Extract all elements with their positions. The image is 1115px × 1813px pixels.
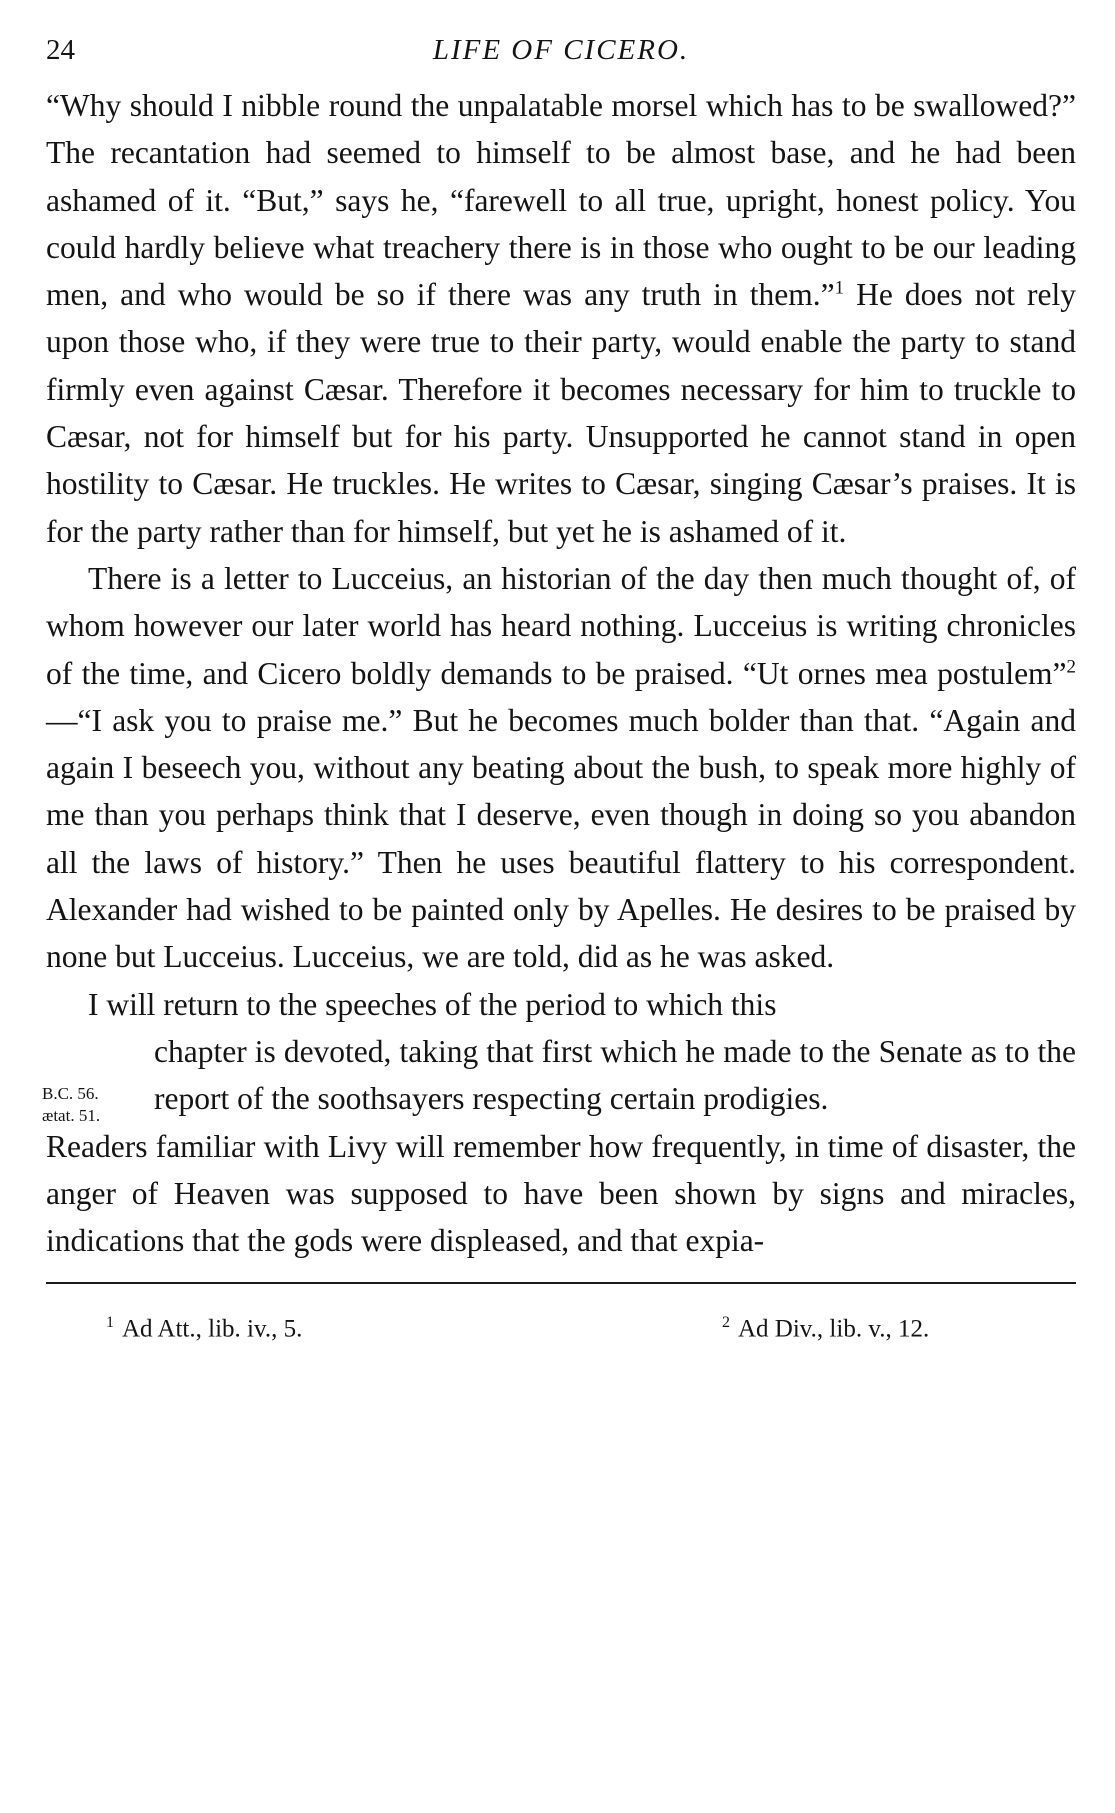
footnote-ref-2: 2: [1066, 656, 1076, 678]
footnote-2: [722, 1314, 929, 1343]
footnote-1: [106, 1314, 302, 1343]
margin-date-note: [42, 1083, 100, 1127]
paragraph-1-text-a: “Why should I nibble round the unpalatable morsel which has to be swallowed?” The recantation had seemed to himself to be almost base, and he had been ashamed of it. “But,” says he, “farewell to all true, upright, honest policy. You could hardly believe what treachery there is in those who ought to be our leading men, and who would be so if there was any truth in them.”: [46, 88, 1076, 313]
margin-date-year: B.C. 56.: [42, 1083, 99, 1103]
paragraph-3: [42, 981, 1076, 1265]
footnote-2-text: Ad Div., lib. v., 12.: [738, 1315, 930, 1343]
book-page: [42, 34, 1076, 1374]
footnote-ref-1: 1: [834, 277, 845, 299]
footnote-2-mark: 2: [722, 1314, 730, 1332]
paragraph-2: [46, 555, 1076, 981]
paragraph-1-text-b: He does not rely upon those who, if they were true to their party, would enable the party to stand firmly even against Cæsar. Therefore it becomes necessary for him to truckle to Cæsar, not for himself but for his party. Unsupported he cannot stand in open hostility to Cæsar. He truckles. He writes to Cæsar, singing Cæsar’s praises. It is for the party rather than for himself, but yet he is ashamed of it.: [46, 277, 1076, 549]
page-number: 24: [46, 34, 75, 66]
margin-date-age: ætat. 51.: [42, 1105, 101, 1125]
paragraph-2-text-b: —“I ask you to praise me.” But he becomes much bolder than that. “Again and again I beseech you, without any beating about the bush, to speak more highly of me than you perhaps think that I deserve, even though in doing so you abandon all the laws of history.” Then he uses beautiful flattery to his correspondent. Alexander had wished to be painted only by Apelles. He desires to be praised by none but Lucceius. Lucceius, we are told, did as he was asked.: [46, 702, 1076, 975]
footnote-1-text: Ad Att., lib. iv., 5.: [122, 1315, 303, 1343]
page-header: [46, 34, 1076, 82]
footnote-1-mark: 1: [106, 1314, 114, 1332]
footnote-divider: [46, 1282, 1076, 1284]
running-title: LIFE OF CICERO.: [432, 34, 690, 66]
paragraph-2-text-a: There is a letter to Lucceius, an historian of the day then much thought of, of whom however our later world has heard nothing. Lucceius is writing chronicles of the time, and Cicero boldly demands to be praised. “Ut ornes mea postulem”: [46, 560, 1076, 691]
footnotes: [46, 1314, 1076, 1374]
paragraph-3-first-line: I will return to the speeches of the period to which this: [88, 986, 777, 1022]
body-text: [42, 82, 1076, 1264]
paragraph-3-rest: Readers familiar with Livy will remember how frequently, in time of disaster, the anger of Heaven was supposed to have been shown by signs and miracles, indications that the gods were displeased, and that expia-: [46, 1128, 1076, 1259]
paragraph-3-hanging-text: chapter is devoted, taking that first which he made to the Senate as to the report of the soothsayers respecting certain prodigies.: [154, 1033, 1076, 1117]
paragraph-1: [46, 82, 1076, 555]
